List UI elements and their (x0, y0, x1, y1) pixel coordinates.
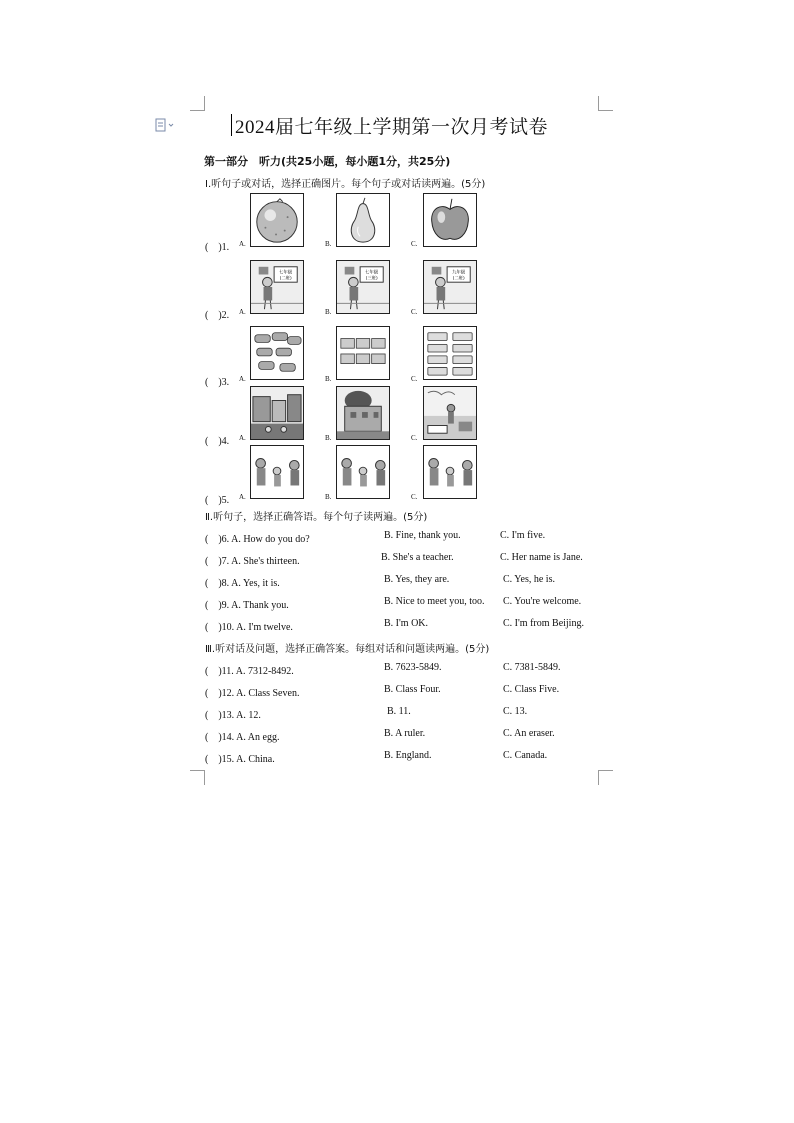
option-b: B. Yes, they are. (384, 574, 450, 585)
page-corner-mark (190, 96, 205, 111)
option-label: B. (325, 493, 332, 501)
section2-instruction: Ⅱ.听句子，选择正确答语。每个句子读两遍。(5分) (205, 512, 428, 523)
option-label: B. (325, 308, 332, 316)
option-label: C. (411, 493, 418, 501)
question-number: ( )2. (205, 310, 230, 321)
page-corner-mark (190, 770, 205, 785)
option-c: C. Class Five. (503, 684, 560, 695)
question-row: ( )10. A. I'm twelve. (205, 622, 293, 633)
question-row: ( )11. A. 7312-8492. (205, 666, 294, 677)
option-b: B. England. (384, 750, 432, 761)
option-label: C. (411, 375, 418, 383)
part1-heading: 第一部分 听力(共25小题，每小题1分，共25分) (204, 155, 451, 168)
option-b: B. A ruler. (384, 728, 426, 739)
question-number: ( )3. (205, 377, 230, 388)
sign-text: 七年级 (365, 270, 379, 276)
option-c: C. You're welcome. (503, 596, 582, 607)
option-label: A. (239, 375, 246, 383)
question-row: ( )12. A. Class Seven. (205, 688, 300, 699)
option-label: B. (325, 434, 332, 442)
option-c: C. 13. (503, 706, 528, 717)
books-picture (336, 326, 390, 380)
people-meeting-picture (336, 445, 390, 499)
sign-text: 七年级 (279, 270, 293, 276)
question-number: ( )5. (205, 495, 230, 506)
question-row: ( )13. A. 12. (205, 710, 261, 721)
park-scene-picture (423, 386, 477, 440)
option-label: C. (411, 308, 418, 316)
town-scene-picture (250, 386, 304, 440)
question-row: ( )8. A. Yes, it is. (205, 578, 280, 589)
option-b: B. Nice to meet you, too. (384, 596, 485, 607)
option-label: C. (411, 240, 418, 248)
cars-picture (250, 326, 304, 380)
option-label: B. (325, 240, 332, 248)
option-label: B. (325, 375, 332, 383)
option-b: B. I'm OK. (384, 618, 429, 629)
option-label: A. (239, 240, 246, 248)
text-cursor (231, 114, 232, 136)
section3-instruction: Ⅲ.听对话及问题，选择正确答案。每组对话和问题读两遍。(5分) (205, 644, 490, 655)
apple-picture (423, 193, 477, 247)
question-row: ( )6. A. How do you do? (205, 534, 310, 545)
school-building-picture (336, 386, 390, 440)
sign-text: 九年级 (452, 270, 466, 276)
buses-picture (423, 326, 477, 380)
pear-picture (336, 193, 390, 247)
option-c: C. I'm from Beijing. (503, 618, 584, 629)
sign-text: (三班) (365, 276, 378, 282)
question-number: ( )4. (205, 436, 230, 447)
option-c: C. Yes, he is. (503, 574, 555, 585)
orange-picture (250, 193, 304, 247)
question-number: ( )1. (205, 242, 230, 253)
question-row: ( )7. A. She's thirteen. (205, 556, 300, 567)
option-b: B. She's a teacher. (381, 552, 454, 563)
document-icon[interactable] (155, 118, 175, 132)
option-b: B. 7623-5849. (384, 662, 442, 673)
question-row: ( )15. A. China. (205, 754, 275, 765)
option-b: B. 11. (387, 706, 411, 717)
question-row: ( )14. A. An egg. (205, 732, 280, 743)
classroom-sign-picture (250, 260, 304, 314)
page-corner-mark (598, 770, 613, 785)
option-c: C. I'm five. (500, 530, 546, 541)
option-label: A. (239, 493, 246, 501)
exam-title: 2024届七年级上学期第一次月考试卷 (235, 117, 549, 138)
option-label: C. (411, 434, 418, 442)
people-meeting-picture (423, 445, 477, 499)
page-corner-mark (598, 96, 613, 111)
people-meeting-picture (250, 445, 304, 499)
sign-text: (二班) (452, 276, 465, 282)
question-row: ( )9. A. Thank you. (205, 600, 289, 611)
option-c: C. An eraser. (503, 728, 555, 739)
classroom-sign-picture (423, 260, 477, 314)
option-c: C. Her name is Jane. (500, 552, 583, 563)
section1-instruction: Ⅰ.听句子或对话，选择正确图片。每个句子或对话读两遍。(5分) (205, 179, 486, 190)
option-b: B. Fine, thank you. (384, 530, 461, 541)
option-b: B. Class Four. (384, 684, 441, 695)
option-label: A. (239, 434, 246, 442)
option-c: C. 7381-5849. (503, 662, 561, 673)
option-label: A. (239, 308, 246, 316)
sign-text: (二班) (279, 276, 292, 282)
option-c: C. Canada. (503, 750, 548, 761)
classroom-sign-picture (336, 260, 390, 314)
